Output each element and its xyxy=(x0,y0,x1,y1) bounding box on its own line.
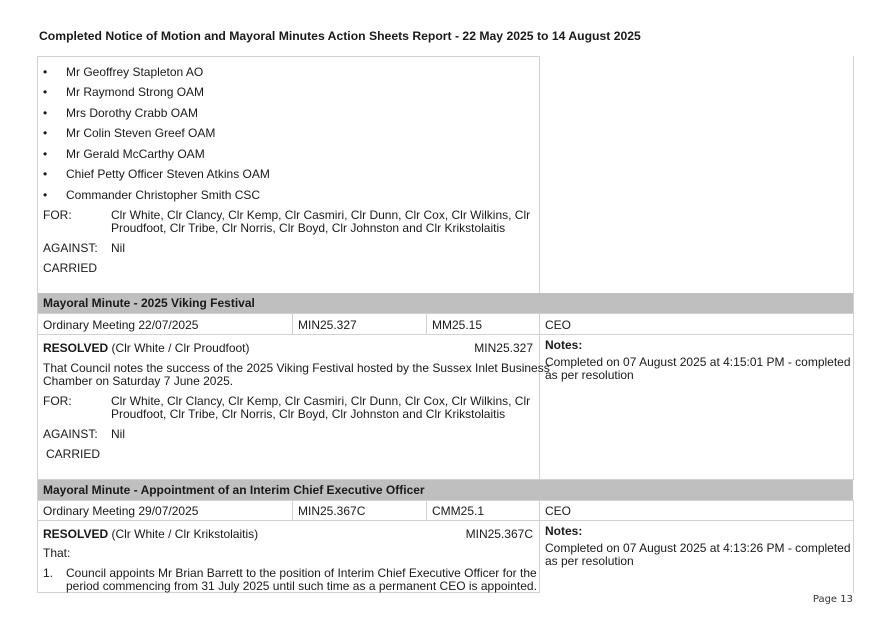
list-item: Commander Christopher Smith CSC xyxy=(66,188,261,202)
notes-label: Notes: xyxy=(545,524,583,538)
reference-cell: MM25.15 xyxy=(432,318,483,332)
bullet-icon: • xyxy=(43,188,48,202)
meeting-cell: Ordinary Meeting 29/07/2025 xyxy=(43,504,199,518)
result-status: CARRIED xyxy=(46,447,101,461)
item-heading-bar xyxy=(38,293,853,313)
minute-number-cell: MIN25.327 xyxy=(298,318,357,332)
for-votes-line1: Clr White, Clr Clancy, Clr Kemp, Clr Casmiri, Clr Dunn, Clr Cox, Clr Wilkins, Clr xyxy=(111,208,531,222)
meeting-cell: Ordinary Meeting 22/07/2025 xyxy=(43,318,199,332)
notes-line2: as per resolution xyxy=(545,368,634,382)
page-number: Page 13 xyxy=(812,594,853,605)
resolution-header xyxy=(43,527,258,541)
that-label: That: xyxy=(43,546,71,560)
resolved-label: RESOLVED xyxy=(43,527,109,541)
notes-line1: Completed on 07 August 2025 at 4:15:01 PM - completed xyxy=(545,355,851,369)
minute-number-cell: MIN25.367C xyxy=(298,504,366,518)
point-text-line1: Council appoints Mr Brian Barrett to the position of Interim Chief Executive Officer for the xyxy=(66,566,537,580)
resolution-body-line1: That Council notes the success of the 2025 Viking Festival hosted by the Sussex Inlet Business xyxy=(43,361,550,375)
list-item: Chief Petty Officer Steven Atkins OAM xyxy=(66,167,270,181)
item-heading-bar xyxy=(38,480,853,500)
point-number: 1. xyxy=(43,566,54,580)
reference-cell: CMM25.1 xyxy=(432,504,485,518)
against-value: Nil xyxy=(111,241,125,255)
against-label: AGAINST: xyxy=(43,241,98,255)
for-votes-line1: Clr White, Clr Clancy, Clr Kemp, Clr Casmiri, Clr Dunn, Clr Cox, Clr Wilkins, Clr xyxy=(111,394,531,408)
point-text-line2: period commencing from 31 July 2025 until such time as a permanent CEO is appointed. xyxy=(66,579,537,593)
bullet-icon: • xyxy=(43,65,48,79)
item-heading: Mayoral Minute - 2025 Viking Festival xyxy=(43,296,255,310)
resolution-header xyxy=(43,341,250,355)
bullet-icon: • xyxy=(43,167,48,181)
list-item: Mr Gerald McCarthy OAM xyxy=(66,147,205,161)
list-item: Mrs Dorothy Crabb OAM xyxy=(66,106,199,120)
responsible-officer-cell: CEO xyxy=(545,318,572,332)
against-label: AGAINST: xyxy=(43,427,98,441)
notes-label: Notes: xyxy=(545,338,583,352)
for-label: FOR: xyxy=(43,394,72,408)
resolution-reference: MIN25.327 xyxy=(474,341,533,355)
movers: (Clr White / Clr Proudfoot) xyxy=(111,341,250,355)
notes-line2: as per resolution xyxy=(545,554,634,568)
notes-line1: Completed on 07 August 2025 at 4:13:26 PM - completed xyxy=(545,541,851,555)
for-label: FOR: xyxy=(43,208,72,222)
responsible-officer-cell: CEO xyxy=(545,504,572,518)
resolution-body-line2: Chamber on Saturday 7 June 2025. xyxy=(43,374,234,388)
resolution-reference: MIN25.367C xyxy=(465,527,533,541)
list-item: Mr Geoffrey Stapleton AO xyxy=(66,65,204,79)
list-item: Mr Raymond Strong OAM xyxy=(66,85,205,99)
against-value: Nil xyxy=(111,427,125,441)
report-title: Completed Notice of Motion and Mayoral Minutes Action Sheets Report - 22 May 2025 to 14 August 2025 xyxy=(39,29,641,43)
resolved-label: RESOLVED xyxy=(43,341,109,355)
item-heading: Mayoral Minute - Appointment of an Interim Chief Executive Officer xyxy=(43,483,425,497)
for-votes-line2: Proudfoot, Clr Tribe, Clr Norris, Clr Boyd, Clr Johnston and Clr Krikstolaitis xyxy=(111,221,506,235)
for-votes-line2: Proudfoot, Clr Tribe, Clr Norris, Clr Boyd, Clr Johnston and Clr Krikstolaitis xyxy=(111,407,506,421)
list-item: Mr Colin Steven Greef OAM xyxy=(66,126,216,140)
bullet-icon: • xyxy=(43,147,48,161)
result-status: CARRIED xyxy=(43,261,98,275)
bullet-icon: • xyxy=(43,106,48,120)
bullet-icon: • xyxy=(43,126,48,140)
movers: (Clr White / Clr Krikstolaitis) xyxy=(111,527,259,541)
bullet-icon: • xyxy=(43,85,48,99)
